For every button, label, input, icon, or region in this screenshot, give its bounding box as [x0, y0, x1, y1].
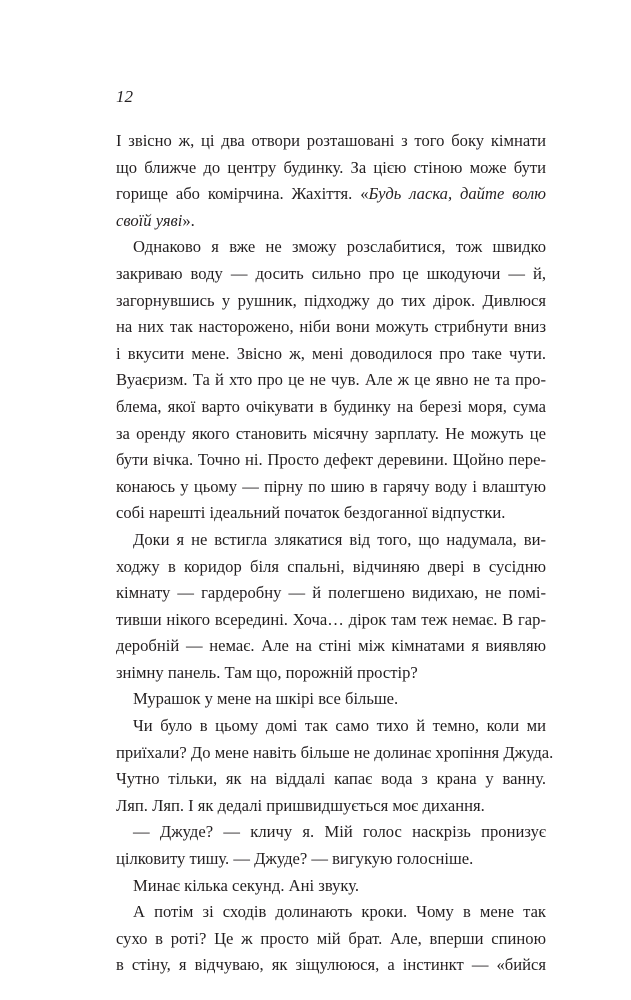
text-line [116, 314, 546, 341]
text-segment: Чи було в цьому домі так само тихо й темно, коли ми [133, 716, 546, 736]
text-line [116, 341, 546, 368]
text-segment: на них так насторожено, ніби вони можуть стрибнути вниз [116, 317, 546, 337]
text-segment: Однаково я вже не зможу розслабитися, тож швидко [133, 237, 546, 257]
text-segment: сухо в роті? Це ж просто мій брат. Але, вперши спиною [116, 928, 546, 948]
text-segment: І звісно ж, ці два отвори розташовані з того боку кімнати [116, 131, 546, 150]
text-segment: кімнату — гардеробну — й полегшено видихаю, не помі- [116, 583, 546, 603]
text-segment: Минає кілька секунд. Ані звуку. [133, 875, 360, 895]
text-line [116, 421, 546, 448]
text-line [116, 633, 546, 660]
text-segment: Чутно тільки, як на віддалі капає вода з крана у ванну. [116, 769, 546, 789]
text-line [116, 873, 546, 900]
text-line [116, 155, 546, 182]
text-line [116, 527, 546, 554]
text-segment: за оренду якого становить місячну зарплату. Не можуть це [116, 423, 546, 443]
text-line [116, 474, 546, 501]
text-segment: цілковиту тишу. — Джуде? — вигукую голосніше. [116, 849, 474, 869]
text-line [116, 686, 546, 713]
text-segment: закриваю воду — досить сильно про це шкодуючи — й, [116, 263, 546, 283]
text-line [116, 367, 546, 394]
text-segment: деробній — немає. Але на стіні між кімнатами я виявляю [116, 636, 546, 656]
text-segment: конаюсь у цьому — пірну по шию в гарячу воду і влаштую [116, 476, 546, 496]
text-line [116, 447, 546, 474]
text-line [116, 607, 546, 634]
text-segment: бути вічка. Точно ні. Просто дефект деревини. Щойно пере- [116, 450, 546, 470]
text-line [116, 926, 546, 953]
text-line [116, 288, 546, 315]
text-line [116, 580, 546, 607]
text-line [116, 500, 546, 527]
text-segment: ходжу в коридор біля спальні, відчиняю двері в сусідню [116, 556, 546, 576]
text-line [116, 952, 546, 979]
text-segment: Доки я не встигла злякатися від того, що надумала, ви- [133, 529, 546, 549]
text-segment: горище або комірчина. Жахіття. « [116, 184, 369, 204]
text-segment: Ляп. Ляп. І як дедалі пришвидшується моє дихання. [116, 795, 485, 815]
text-segment: ». [182, 210, 195, 230]
page-number: 12 [116, 87, 133, 106]
text-line [116, 846, 546, 873]
text-segment: в стіну, я відчуваю, як зіщулююся, а інстинкт — «бийся [116, 955, 546, 975]
text-line [116, 394, 546, 421]
text-segment: Мурашок у мене на шкірі все більше. [133, 689, 399, 709]
body-text [116, 128, 554, 979]
text-line [116, 793, 546, 820]
text-segment: А потім зі сходів долинають кроки. Чому в мене так [133, 902, 546, 922]
text-segment: приїхали? До мене навіть більше не долинає хропіння Джуда. [116, 742, 554, 762]
text-segment: загорнувшись у рушник, підходжу до тих дірок. Дивлюся [116, 290, 546, 310]
text-line [116, 819, 546, 846]
text-line [116, 660, 546, 687]
text-line [116, 261, 546, 288]
text-segment: — Джуде? — кличу я. Мій голос наскрізь пронизує [133, 822, 546, 842]
text-line [116, 713, 546, 740]
text-line [116, 740, 554, 767]
text-line [116, 128, 546, 155]
text-segment: собі нарешті ідеальний початок бездоганної відпустки. [116, 503, 506, 523]
text-line [116, 899, 546, 926]
text-line [116, 181, 546, 208]
text-line [116, 766, 546, 793]
text-segment: Вуаєризм. Та й хто про це не чув. Але ж це явно не та про- [116, 370, 546, 390]
italic-text-segment: Будь ласка, дайте волю [368, 184, 546, 204]
text-line [116, 208, 546, 235]
text-line [116, 234, 546, 261]
text-segment: знімну панель. Там що, порожній простір? [116, 662, 418, 682]
text-segment: тивши нікого всередині. Хоча… дірок там теж немає. В гар- [116, 609, 546, 629]
text-segment: і вкусити мене. Звісно ж, мені доводилося про таке чути. [116, 343, 546, 363]
text-segment: блема, якої варто очікувати в будинку на березі моря, сума [116, 396, 546, 416]
text-line [116, 554, 546, 581]
italic-text-segment: своїй уяві [116, 210, 183, 230]
text-segment: що ближче до центру будинку. За цією стіною може бути [116, 157, 546, 177]
